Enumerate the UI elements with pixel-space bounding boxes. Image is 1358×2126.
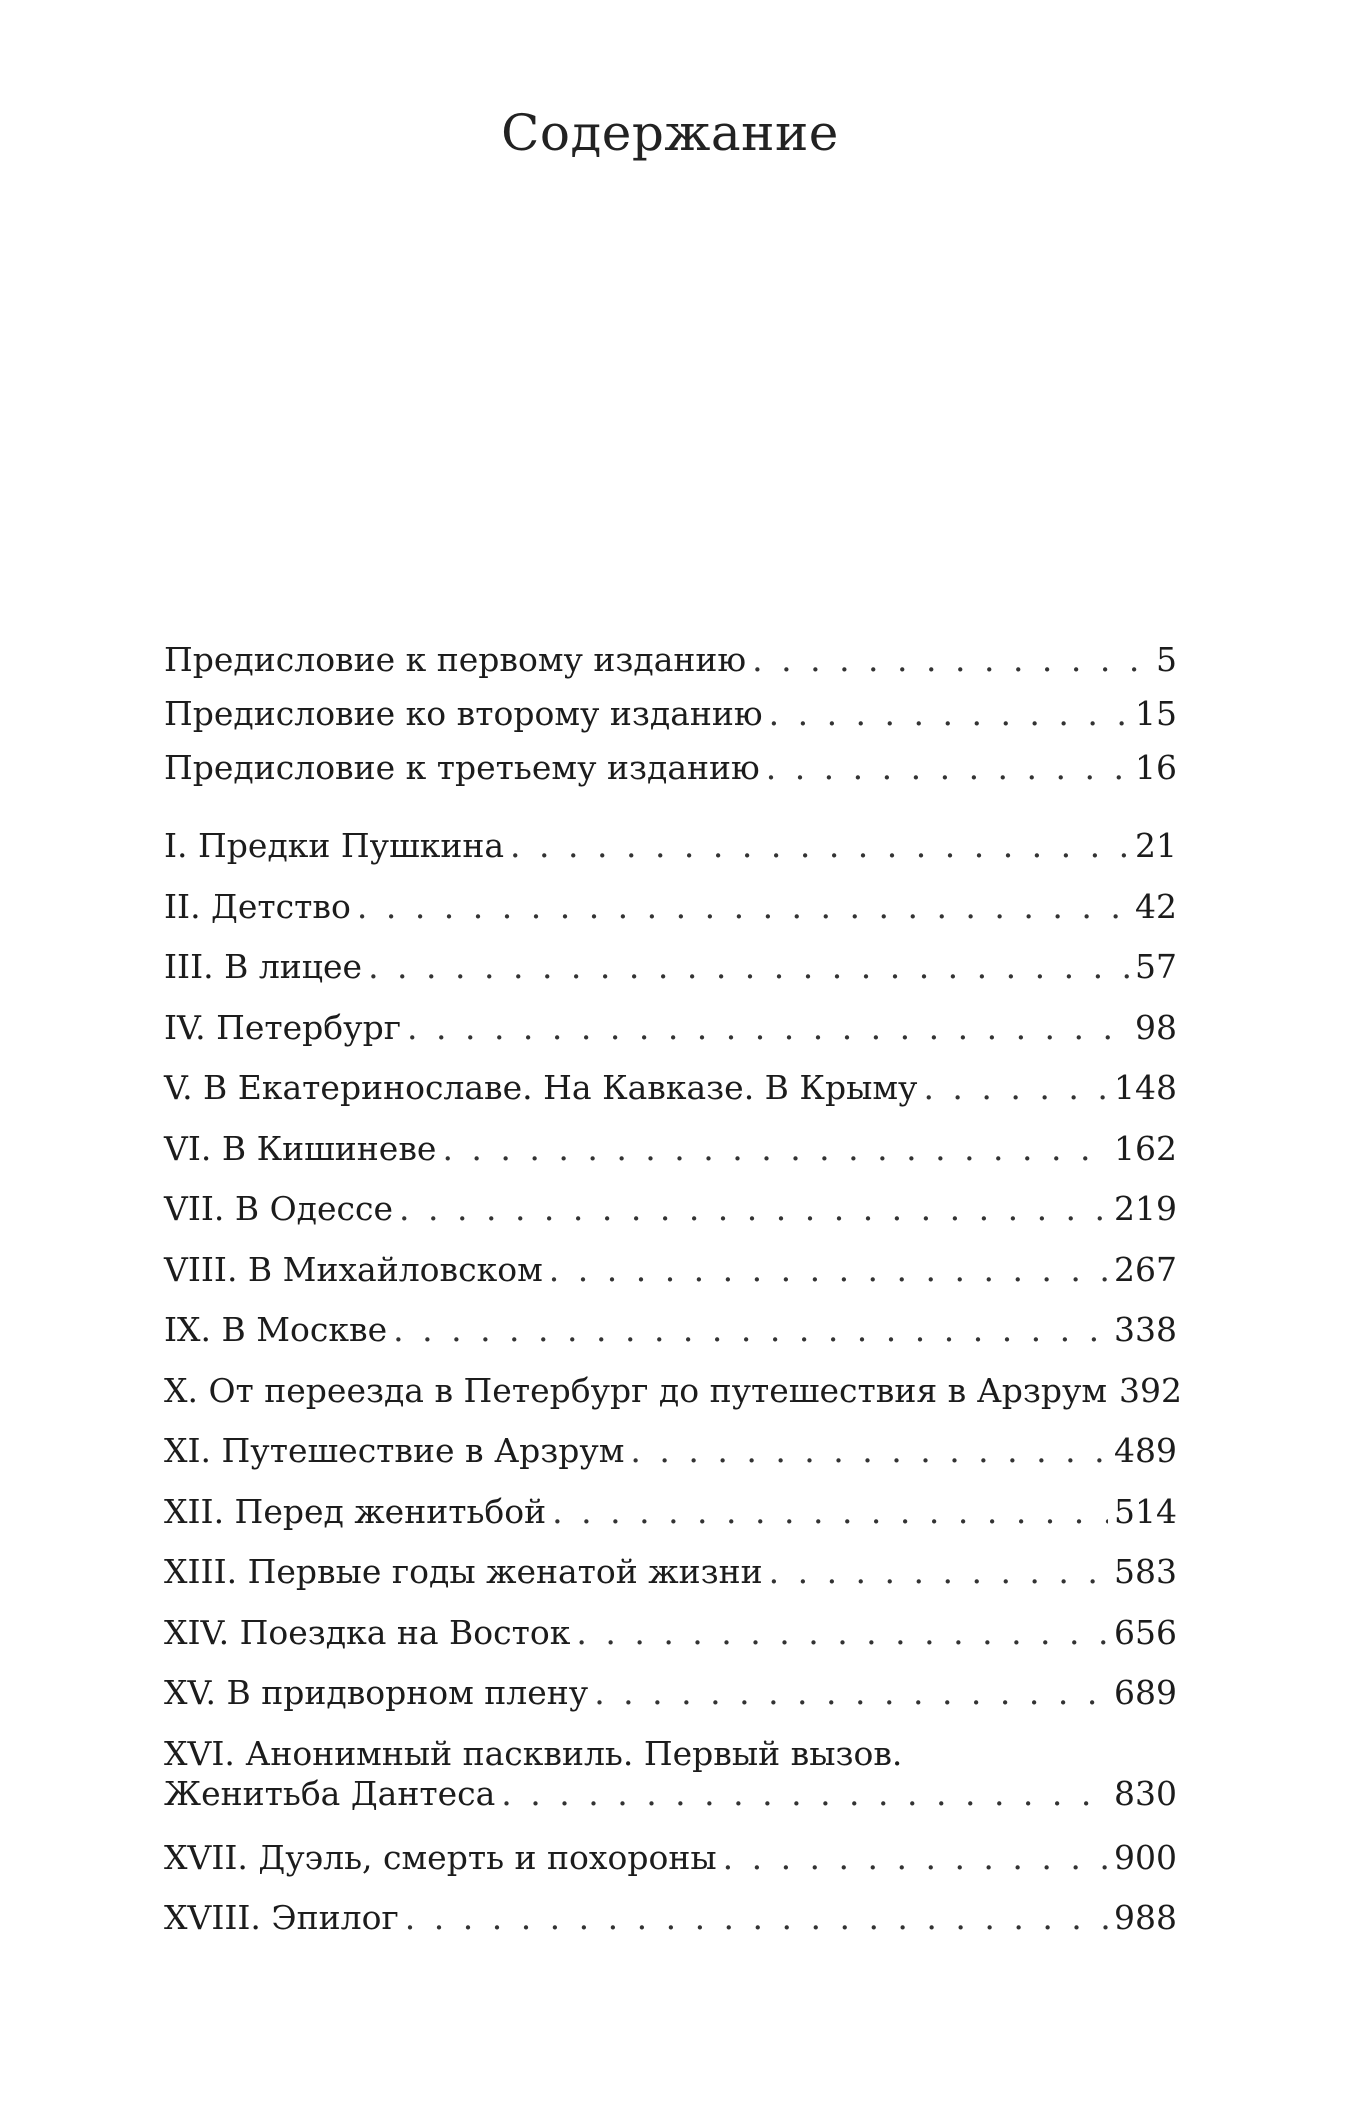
leader-dots — [630, 1431, 1108, 1471]
toc-entry[interactable] — [164, 1838, 1177, 1899]
leader-dots — [923, 1068, 1108, 1108]
toc-entry[interactable] — [164, 1250, 1177, 1311]
toc-entry-label: XVII. Дуэль, смерть и похороны — [164, 1837, 717, 1877]
toc-entry[interactable] — [164, 1898, 1177, 1959]
toc-entry-page: 900 — [1114, 1837, 1177, 1877]
leader-dots — [576, 1613, 1108, 1653]
toc-entry[interactable] — [164, 1310, 1177, 1371]
toc-entry-label: VIII. В Михайловском — [164, 1249, 543, 1289]
leader-dots — [766, 748, 1129, 788]
toc-entry[interactable] — [164, 1068, 1177, 1129]
toc-entry-label: VI. В Кишиневе — [164, 1128, 437, 1168]
toc-entry-page: 583 — [1114, 1552, 1177, 1591]
toc-entry-label: XV. В придворном плену — [164, 1673, 589, 1712]
toc-entry-label: XVI. Анонимный пасквиль. Первый вызов. — [164, 1733, 903, 1773]
toc-entry-page: 219 — [1114, 1189, 1177, 1228]
leader-dots — [393, 1310, 1108, 1350]
toc-entry-page: 42 — [1135, 886, 1177, 926]
toc-entry-page: 514 — [1114, 1491, 1177, 1531]
toc-entry[interactable] — [164, 694, 1177, 748]
toc-entry[interactable] — [164, 1431, 1177, 1492]
leader-dots — [594, 1673, 1108, 1713]
toc-entry-label: X. От переезда в Петербург до путешествия в Арзрум — [164, 1370, 1108, 1410]
leader-dots — [723, 1838, 1108, 1878]
toc-entry-page: 21 — [1135, 826, 1177, 865]
toc-entry-page: 988 — [1114, 1898, 1177, 1937]
toc-entry-label: II. Детство — [164, 886, 351, 926]
leader-dots — [549, 1250, 1108, 1290]
toc-entry-label: IV. Петербург — [164, 1007, 401, 1047]
leader-dots — [442, 1129, 1108, 1169]
toc-entry-label: VII. В Одессе — [164, 1189, 394, 1228]
toc-entry[interactable] — [164, 947, 1177, 1008]
toc-entry[interactable] — [164, 1492, 1177, 1553]
toc-entry-page: 689 — [1114, 1673, 1177, 1712]
toc-entry-label: XVIII. Эпилог — [164, 1898, 399, 1937]
toc-entry-page: 392 — [1119, 1370, 1183, 1410]
toc-entry[interactable] — [164, 640, 1177, 694]
toc-entry-page: 489 — [1114, 1431, 1177, 1470]
leader-dots — [357, 887, 1129, 927]
toc-entry-label: Предисловие ко второму изданию — [164, 694, 763, 733]
toc-entry-label: Предисловие к первому изданию — [164, 640, 747, 679]
toc-entry-continuation — [164, 1774, 1177, 1814]
leader-dots — [752, 640, 1150, 680]
toc-entry-label: I. Предки Пушкина — [164, 826, 505, 865]
toc-entry-label: XIII. Первые годы женатой жизни — [164, 1552, 763, 1591]
leader-dots — [510, 826, 1129, 866]
toc-entry-label: III. В лицее — [164, 947, 363, 986]
toc-entry[interactable] — [164, 1189, 1177, 1250]
toc-entry[interactable] — [164, 1673, 1177, 1734]
toc-entry-page: 148 — [1114, 1068, 1177, 1107]
leader-dots — [552, 1492, 1108, 1532]
leader-dots — [399, 1189, 1108, 1229]
toc-entry-label: XIV. Поездка на Восток — [164, 1612, 571, 1652]
toc-entry-label-line2: Женитьба Дантеса — [164, 1773, 496, 1813]
leader-dots — [405, 1898, 1108, 1938]
chapter-list — [164, 826, 1183, 1959]
toc-entry-page: 16 — [1135, 748, 1177, 787]
toc-entry-page: 267 — [1114, 1249, 1177, 1289]
toc-entry-label: XII. Перед женитьбой — [164, 1491, 547, 1531]
leader-dots — [407, 1008, 1129, 1048]
leader-dots — [769, 694, 1129, 734]
toc-entry-label: V. В Екатеринославе. На Кавказе. В Крыму — [164, 1068, 918, 1107]
preface-list — [164, 640, 1177, 802]
leader-dots — [501, 1774, 1108, 1814]
toc-entry[interactable] — [164, 748, 1177, 802]
toc-entry-label: Предисловие к третьему изданию — [164, 748, 760, 787]
toc-entry-label: IX. В Москве — [164, 1310, 388, 1349]
toc-entry-page: 656 — [1114, 1612, 1177, 1652]
toc-entry-page: 338 — [1114, 1310, 1177, 1349]
toc-entry-page: 5 — [1156, 640, 1177, 679]
leader-dots — [769, 1552, 1108, 1592]
toc-entry[interactable] — [164, 1734, 1177, 1838]
toc-entry-page: 830 — [1114, 1773, 1177, 1813]
toc-entry[interactable] — [164, 1129, 1177, 1190]
toc-entry[interactable] — [164, 1008, 1177, 1069]
toc-entry[interactable] — [164, 887, 1177, 948]
toc-entry[interactable] — [164, 1613, 1177, 1674]
toc-entry[interactable] — [164, 1370, 1183, 1432]
table-of-contents — [164, 640, 1183, 1959]
toc-entry-page: 98 — [1135, 1007, 1177, 1047]
leader-dots — [368, 947, 1129, 987]
toc-entry-page: 162 — [1114, 1128, 1177, 1168]
toc-entry-label: XI. Путешествие в Арзрум — [164, 1431, 625, 1470]
page-title: Содержание — [501, 104, 839, 162]
toc-entry-page: 57 — [1135, 947, 1177, 986]
toc-entry[interactable] — [164, 1552, 1177, 1613]
toc-entry-page: 15 — [1135, 694, 1177, 733]
toc-entry[interactable] — [164, 826, 1177, 887]
